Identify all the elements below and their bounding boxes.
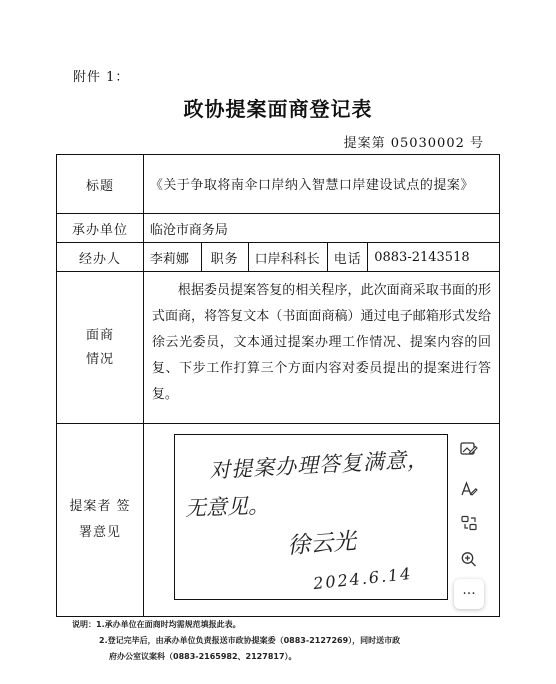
phone-label: 电话 (328, 243, 368, 272)
proposal-title: 《关于争取将南伞口岸纳入智慧口岸建设试点的提案》 (143, 155, 499, 214)
zoom-in-icon[interactable] (453, 545, 485, 573)
situation-text: 根据委员提案答复的相关程序，此次面商采取书面的形式面商，将答复文本（书面面商稿）通过电子邮箱形式发给徐云光委员，文本通过提案办理工作情况、提案内容的回复、下步工作打算三个方面内容对委员提出的提案进行答复。 (143, 272, 499, 424)
footnote-3: 府办公室议案科（0883-2165982、2127817）。 (109, 652, 297, 661)
signature-label: 提案者 签署意见 (57, 424, 144, 617)
handler-label: 经办人 (57, 243, 144, 272)
document-number: 提案第 05030002 号 (343, 136, 484, 151)
handwritten-signature: 徐云光 (286, 528, 357, 560)
phone-value: 0883-2143518 (368, 243, 500, 272)
page-title: 政协提案面商登记表 (183, 97, 373, 121)
situation-label: 面商情况 (57, 272, 144, 424)
image-edit-icon[interactable] (453, 435, 485, 463)
attachment-label: 附件 1： (73, 70, 130, 85)
title-label: 标题 (57, 155, 144, 214)
image-toolbar (453, 435, 487, 611)
unit-label: 承办单位 (57, 214, 144, 243)
position-value: 口岸科科长 (248, 243, 328, 272)
handwritten-date: 2024.6.14 (312, 563, 414, 594)
handler-name: 李莉娜 (143, 243, 201, 272)
footnote-2: 2.登记完毕后，由承办单位负责报送市政协提案委（0883-2127269），同时送市政 (99, 636, 401, 645)
position-label: 职务 (201, 243, 248, 272)
more-icon[interactable]: ··· (454, 579, 484, 609)
handwritten-opinion-line1: 对提案办理答复满意， (208, 447, 430, 483)
signature-image[interactable] (174, 434, 448, 600)
unit-value: 临沧市商务局 (143, 214, 499, 243)
footnotes (72, 617, 400, 665)
text-style-icon[interactable] (453, 475, 485, 503)
handwritten-opinion-line2: 无意见。 (184, 493, 270, 521)
footnote-1: 说明：1.承办单位在面商时均需规范填报此表。 (72, 620, 241, 629)
replace-icon[interactable] (453, 509, 485, 537)
